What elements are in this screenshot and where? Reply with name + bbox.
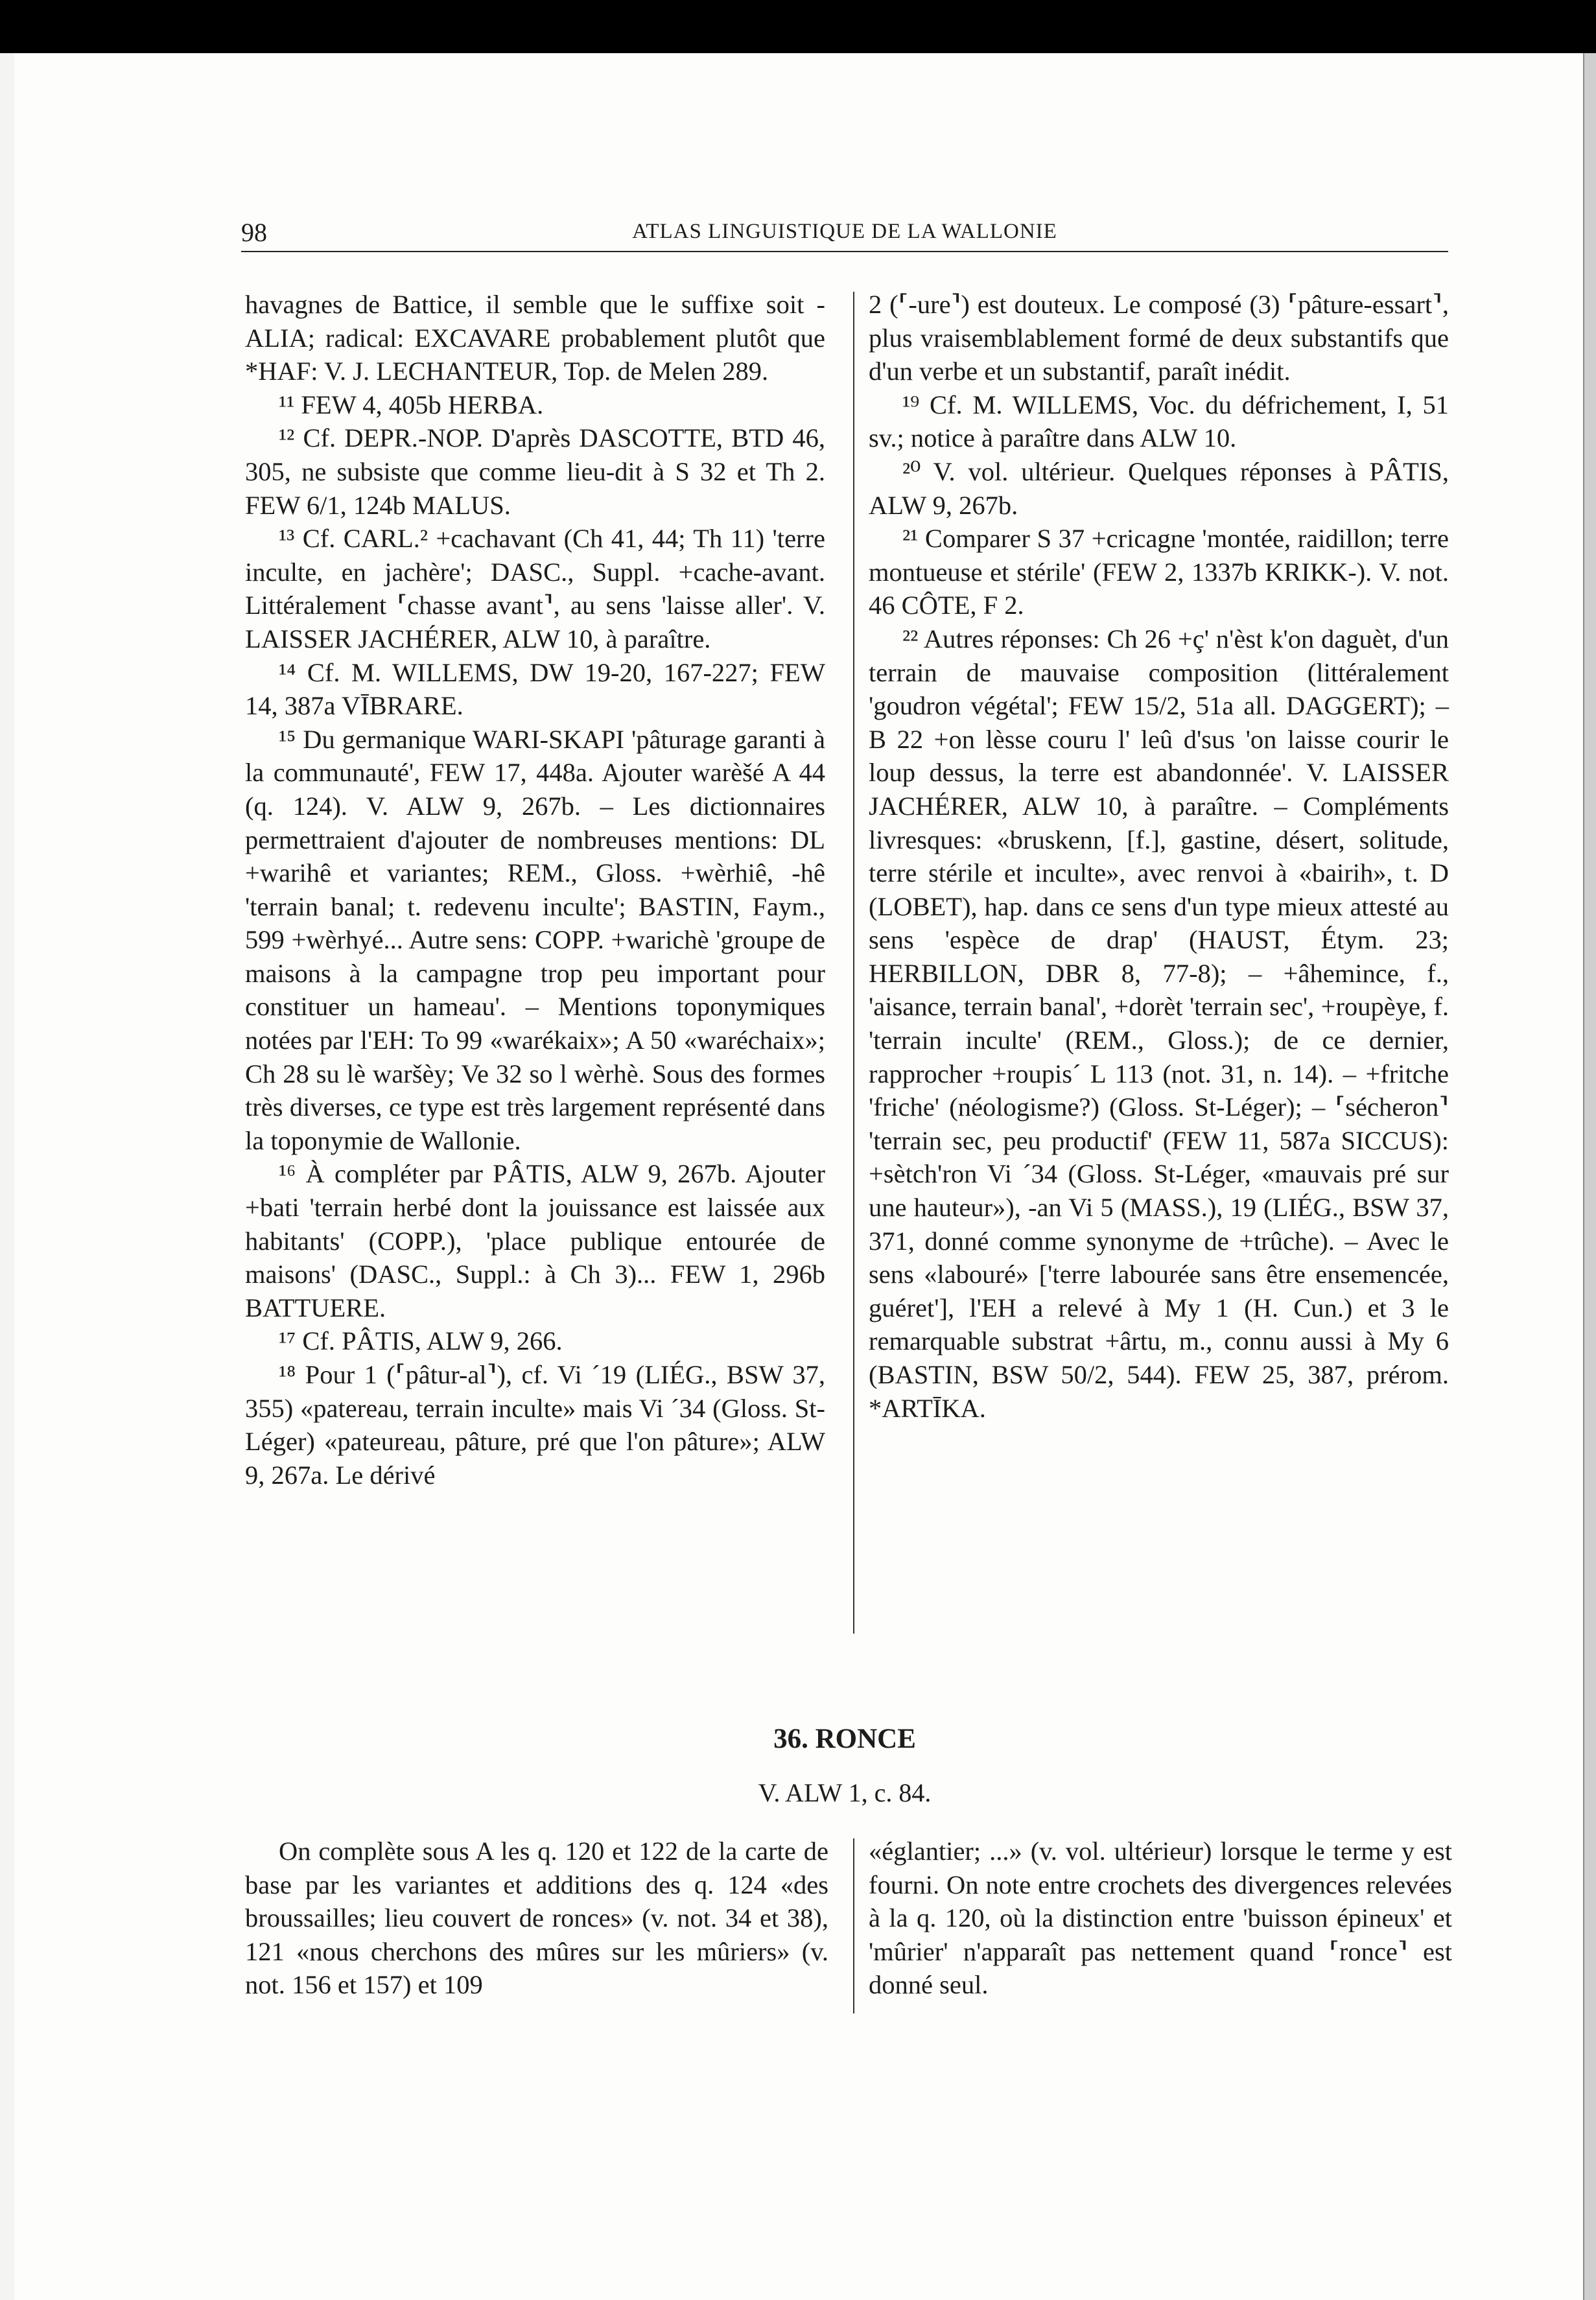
section-paragraph-right: «églantier; ...» (v. vol. ultérieur) lorsque le terme y est fourni. On note entre crochets des divergences relevées à la q. 120, où la distinction entre 'buisson épineux' et 'mûrier' n'apparaît pas nettement quand ⸢ronce⸣ est donné seul. xyxy=(869,1836,1452,2000)
note-12: ¹² Cf. DEPR.-NOP. D'après DASCOTTE, BTD 46, 305, ne subsiste que comme lieu-dit à S 32 et Th 2. FEW 6/1, 124b MALUS. xyxy=(245,423,825,520)
running-header xyxy=(241,217,1448,252)
section-column-divider xyxy=(853,1838,854,2013)
note-20: ²⁰ V. vol. ultérieur. Quelques réponses à PÂTIS, ALW 9, 267b. xyxy=(869,456,1449,520)
note-14: ¹⁴ Cf. M. WILLEMS, DW 19-20, 167-227; FEW 14, 387a VĪBRARE. xyxy=(245,657,825,721)
notes-right-column xyxy=(869,288,1449,1425)
note-22: ²² Autres réponses: Ch 26 +ç' n'èst k'on daguèt, d'un terrain de mauvaise composition (littéralement 'goudron végétal'; FEW 15/2, 51a all. DAGGERT); – B 22 +on lèsse couru l' leû d'sus 'on laisse courir le loup dessus, la terre est abandonnée'. V. LAISSER JACHÉRER, ALW 10, à paraître. – Compléments livresques: «bruskenn, [f.], gastine, désert, solitude, terre stérile et inculte», avec renvoi à «bairih», t. D (LOBET), hap. dans ce sens d'un type mieux attesté au sens 'espèce de drap' (HAUST, Étym. 23; HERBILLON, DBR 8, 77-8); – +âhemince, f., 'aisance, terrain banal', +dorèt 'terrain sec', +roupèye, f. 'terrain inculte' (REM., Gloss.); de ce dernier, rapprocher +roupis´ L 113 (not. 31, n. 14). – +fritche 'friche' (néologisme?) (Gloss. St-Léger); – ⸢sécheron⸣ 'terrain sec, peu productif' (FEW 11, 587a SICCUS): +sètch'ron Vi ´34 (Gloss. St-Léger, «mauvais pré sur une hauteur»), -an Vi 5 (MASS.), 19 (LIÉG., BSW 37, 371, donné comme synonyme de +trûche). – Avec le sens «labouré» ['terre labourée sans être ensemencée, guéret'], l'EH a relevé à My 1 (H. Cun.) et 3 le remarquable substrat +ârtu, m., connu aussi à My 6 (BASTIN, BSW 50/2, 544). FEW 25, 387, prérom. *ARTĪKA. xyxy=(869,624,1449,1423)
section-paragraph-left: On complète sous A les q. 120 et 122 de la carte de base par les variantes et additions des q. 124 «des broussailles; lieu couvert de ronces» (v. not. 34 et 38), 121 «nous cherchons des mûres sur les mûriers» (v. not. 156 et 157) et 109 xyxy=(245,1836,828,2000)
column-divider xyxy=(853,292,854,1634)
note-11: ¹¹ FEW 4, 405b HERBA. xyxy=(279,390,544,419)
scan-right-edge xyxy=(1582,53,1596,2300)
scan-top-border xyxy=(0,0,1596,53)
note-21: ²¹ Comparer S 37 +cricagne 'montée, raidillon; terre montueuse et stérile' (FEW 2, 1337b KRIKK-). V. not. 46 CÔTE, F 2. xyxy=(869,524,1449,620)
note-18: ¹⁸ Pour 1 (⸢pâtur-al⸣), cf. Vi ´19 (LIÉG., BSW 37, 355) «patereau, terrain inculte» mais Vi ´34 (Gloss. St-Léger) «pateureau, pâture, pré que l'on pâture»; ALW 9, 267a. Le dérivé xyxy=(245,1360,825,1490)
note-17: ¹⁷ Cf. PÂTIS, ALW 9, 266. xyxy=(279,1326,563,1356)
section-reference: V. ALW 1, c. 84. xyxy=(758,1778,932,1807)
note-16: ¹⁶ À compléter par PÂTIS, ALW 9, 267b. Ajouter +bati 'terrain herbé dont la jouissance est laissée aux habitants' (COPP.), 'place publique entourée de maisons' (DASC., Suppl.: à Ch 3)... FEW 1, 296b BATTUERE. xyxy=(245,1159,825,1322)
section-body-left xyxy=(245,1835,828,2002)
note-continuation: havagnes de Battice, il semble que le suffixe soit -ALIA; radical: EXCAVARE probablement plutôt que *HAF: V. J. LECHANTEUR, Top. de Melen 289. xyxy=(245,290,825,386)
note-15: ¹⁵ Du germanique WARI-SKAPI 'pâturage garanti à la communauté', FEW 17, 448a. Ajouter warèšé A 44 (q. 124). V. ALW 9, 267b. – Les dictionnaires permettraient d'ajouter de nombreuses mentions: DL +warihê et variantes; REM., Gloss. +wèrhiê, -hê 'terrain banal; t. redevenu inculte'; BASTIN, Faym., 599 +wèrhyé... Autre sens: COPP. +warichè 'groupe de maisons à la campagne trop peu important pour constituer un hameau'. – Mentions toponymiques notées par l'EH: To 99 «warékaix»; A 50 «waréchaix»; Ch 28 su lè waršèy; Ve 32 so l wèrhè. Sous des formes très diverses, ce type est très largement représenté dans la toponymie de Wallonie. xyxy=(245,724,825,1155)
note-19: ¹⁹ Cf. M. WILLEMS, Voc. du défrichement, I, 51 sv.; notice à paraître dans ALW 10. xyxy=(869,390,1449,453)
page-number: 98 xyxy=(241,218,267,247)
running-title: ATLAS LINGUISTIQUE DE LA WALLONIE xyxy=(632,220,1057,243)
section-title: 36. RONCE xyxy=(773,1724,916,1754)
section-body-right xyxy=(869,1835,1452,2002)
note-18-continuation: 2 (⸢-ure⸣) est douteux. Le composé (3) ⸢pâture-essart⸣, plus vraisemblablement formé de deux substantifs que d'un verbe et un substantif, paraît inédit. xyxy=(869,290,1449,386)
note-13: ¹³ Cf. CARL.² +cachavant (Ch 41, 44; Th 11) 'terre inculte, en jachère'; DASC., Suppl. +cache-avant. Littéralement ⸢chasse avant⸣, au sens 'laisse aller'. V. LAISSER JACHÉRER, ALW 10, à paraître. xyxy=(245,524,825,653)
notes-left-column xyxy=(245,288,825,1492)
